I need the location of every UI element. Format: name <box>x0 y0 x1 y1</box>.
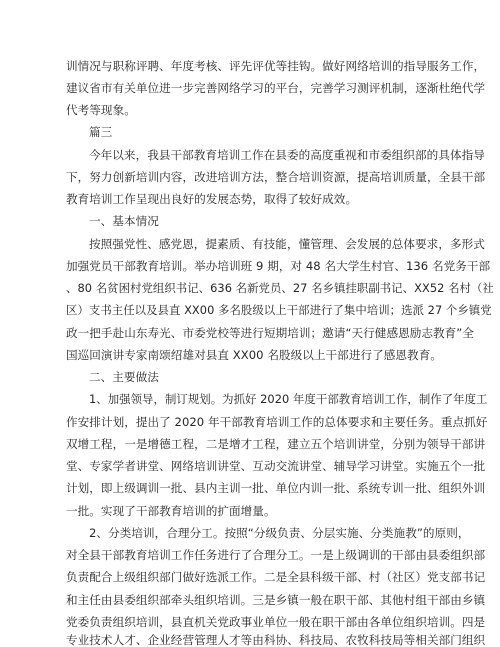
paragraph-line: 按照强党性、感党恩，提素质、有技能，懂管理、会发展的总体要求，多形式 <box>89 237 485 251</box>
paragraph-line: 专业技术人才、企业经营管理人才等由科协、科技局、农牧科技局等相关部门组织 <box>66 633 486 647</box>
paragraph-line: 、80 名贫困村党组织书记、636 名新党员、27 名乡镇挂职副书记、XX52 名村（社 <box>66 281 494 295</box>
paragraph-line: 堂、专家学者讲堂、网络培训讲堂、互动交流讲堂、辅导学习讲堂。实施五个一批 <box>66 459 486 473</box>
paragraph-line: 一批。实现了干部教育培训的扩面增量。 <box>66 504 276 518</box>
paragraph-line: 政一把手赴山东寿光、市委党校等进行短期培训；邀请“天行健感恩励志教育”全 <box>66 326 475 340</box>
paragraph-line: 1、加强领导，制订规划。为抓好 2020 年度干部教育培训工作，制作了年度工 <box>89 392 488 406</box>
paragraph-line: 计划，即上级调训一批、县内主训一批、单位内训一批、系统专训一批、组织外训 <box>66 481 486 495</box>
section-heading: 篇三 <box>89 125 113 139</box>
paragraph-line: 教育培训工作呈现出良好的发展态势，取得了较好成效。 <box>66 192 358 206</box>
paragraph-line: 下，努力创新培训内容，改进培训方法，整合培训资源，提高培训质量，全县干部 <box>66 170 486 184</box>
paragraph-line: 作安排计划，提出了 2020 年干部教育培训工作的总体要求和主要任务。重点抓好 <box>66 415 488 429</box>
paragraph-line: 国巡回演讲专家南颂绍雄对县直 XX00 名股级以上干部进行了感恩教育。 <box>66 348 442 362</box>
paragraph-line: 党委负责组织培训，县直机关党政事业单位一般在职干部由各单位组织培训。四是 <box>66 615 486 629</box>
paragraph-line: 对全县干部教育培训工作任务进行了合理分工。一是上级调训的干部由县委组织部 <box>66 548 486 562</box>
paragraph-line: 今年以来，我县干部教育培训工作在县委的高度重视和市委组织部的具体指导 <box>89 148 485 162</box>
paragraph-line: 代考等现象。 <box>66 103 136 117</box>
paragraph-line: 训情况与职称评聘、年度考核、评先评优等挂钩。做好网络培训的指导服务工作， <box>66 59 486 73</box>
section-heading: 二、主要做法 <box>89 370 159 384</box>
paragraph-line: 加强党员干部教育培训。举办培训班 9 期，对 48 名大学生村官、136 名党务干部 <box>66 259 491 273</box>
paragraph-line: 负责配合上级组织部门做好选派工作。二是全县科级干部、村（社区）党支部书记 <box>66 570 486 584</box>
paragraph-line: 2、分类培训，合理分工。按照“分级负责、分层实施、分类施教”的原则， <box>89 526 470 540</box>
paragraph-line: 和主任由县委组织部牵头组织培训。三是乡镇一般在职干部、其他村组干部由乡镇 <box>66 593 486 607</box>
paragraph-line: 区）支书主任以及县直 XX00 多名股级以上干部进行了集中培训；选派 27 个乡镇党 <box>66 303 492 317</box>
section-heading: 一、基本情况 <box>89 214 159 228</box>
paragraph-line: 建议省市有关单位进一步完善网络学习的平台，完善学习测评机制，逐渐杜绝代学 <box>66 81 486 95</box>
paragraph-line: 双增工程，一是增德工程，二是增才工程，建立五个培训讲堂，分别为领导干部讲 <box>66 437 486 451</box>
